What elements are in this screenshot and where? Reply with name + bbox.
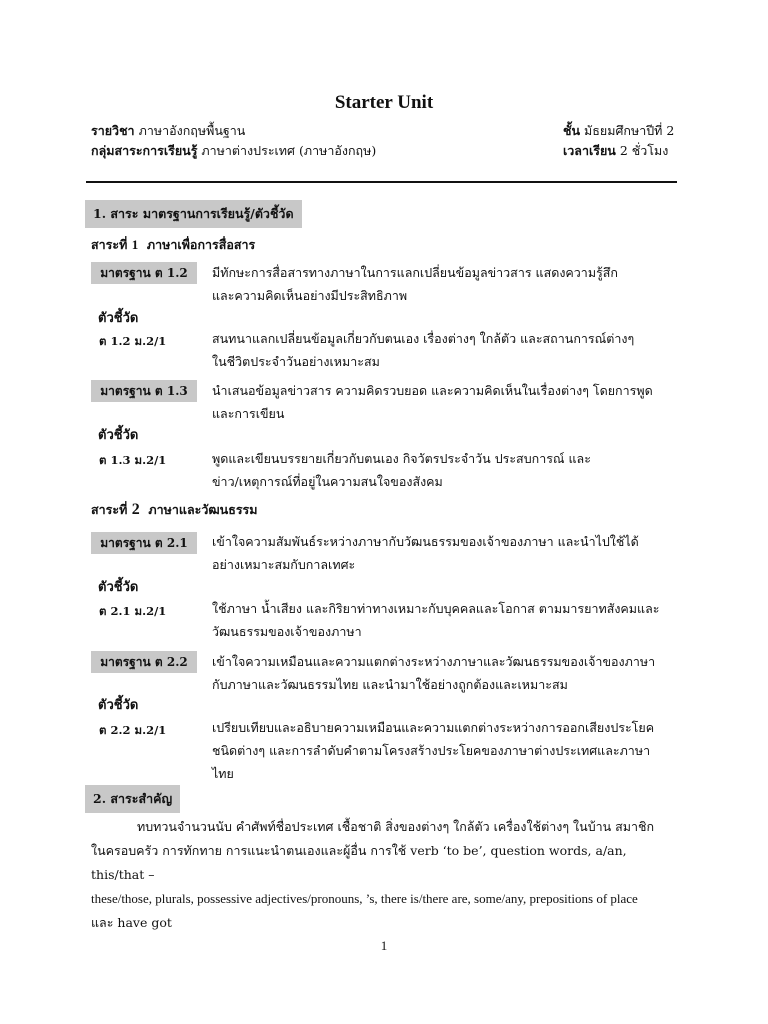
text-line: และการเขียน — [212, 406, 285, 421]
indicator-text — [212, 327, 680, 373]
strand-1-heading — [91, 235, 255, 255]
standard-label: มาตรฐาน ต 2.2 — [91, 651, 197, 673]
subject-value: ภาษาอังกฤษพื้นฐาน — [138, 123, 246, 138]
text-line: สนทนาแลกเปลี่ยนข้อมูลเกี่ยวกับตนเอง เรื่องต่างๆ ใกล้ตัว และสถานการณ์ต่างๆ — [212, 331, 635, 346]
key-concept-paragraph — [91, 815, 681, 935]
indicator-label: ตัวชี้วัด — [98, 698, 139, 713]
paragraph-line: ในครอบครัว การทักทาย การแนะนำตนเองและผู้อื่น การใช้ verb ‘to be’, question words, a/an, this/that – — [91, 843, 627, 882]
standard-label: มาตรฐาน ต 2.1 — [91, 532, 197, 554]
indicator-code: ต 2.2 ม.2/1 — [99, 723, 167, 737]
text-line: เข้าใจความสัมพันธ์ระหว่างภาษากับวัฒนธรรมของเจ้าของภาษา และนำไปใช้ได้ — [212, 534, 639, 549]
indicator-label: ตัวชี้วัด — [98, 311, 139, 326]
time-value: 2 ชั่วโมง — [619, 143, 669, 158]
strand-1-prefix: สาระที่ — [91, 237, 128, 252]
standard-label: มาตรฐาน ต 1.2 — [91, 262, 197, 284]
text-line: ไทย — [212, 766, 234, 781]
strand-2-prefix: สาระที่ — [91, 502, 128, 517]
course-info — [91, 121, 376, 161]
indicator-text — [212, 716, 680, 785]
standard-text — [212, 261, 680, 307]
strand-2-name: ภาษาและวัฒนธรรม — [148, 502, 258, 517]
standard-text — [212, 650, 680, 696]
indicator-text — [212, 447, 680, 493]
page-title: Starter Unit — [334, 92, 434, 113]
text-line: พูดและเขียนบรรยายเกี่ยวกับตนเอง กิจวัตรประจำวัน ประสบการณ์ และ — [212, 451, 591, 466]
indicator-code: ต 1.2 ม.2/1 — [99, 334, 167, 348]
time-label: เวลาเรียน — [563, 143, 616, 158]
header-divider — [86, 181, 677, 183]
text-line: อย่างเหมาะสมกับกาลเทศะ — [212, 557, 356, 572]
standard-text — [212, 530, 680, 576]
strand-1-name: ภาษาเพื่อการสื่อสาร — [146, 237, 256, 252]
standard-label: มาตรฐาน ต 1.3 — [91, 380, 197, 402]
page-number: 1 — [380, 938, 388, 953]
text-line: ข่าว/เหตุการณ์ที่อยู่ในความสนใจของสังคม — [212, 474, 443, 489]
paragraph-line: และ have got — [91, 915, 172, 930]
indicator-text — [212, 597, 680, 643]
subject-label: รายวิชา — [91, 123, 135, 138]
text-line: เปรียบเทียบและอธิบายความเหมือนและความแตกต่างระหว่างการออกเสียงประโยค — [212, 720, 655, 735]
class-info — [563, 121, 674, 161]
indicator-code: ต 2.1 ม.2/1 — [99, 604, 167, 618]
text-line: วัฒนธรรมของเจ้าของภาษา — [212, 624, 362, 639]
text-line: ชนิดต่างๆ และการลำดับคำตามโครงสร้างประโยคของภาษาต่างประเทศและภาษา — [212, 743, 651, 758]
section-2-heading: 2. สาระสำคัญ — [85, 785, 180, 813]
text-line: ในชีวิตประจำวันอย่างเหมาะสม — [212, 354, 380, 369]
text-line: และความคิดเห็นอย่างมีประสิทธิภาพ — [212, 288, 408, 303]
group-label: กลุ่มสาระการเรียนรู้ — [91, 143, 198, 158]
group-value: ภาษาต่างประเทศ (ภาษาอังกฤษ) — [201, 143, 377, 158]
text-line: เข้าใจความเหมือนและความแตกต่างระหว่างภาษาและวัฒนธรรมของเจ้าของภาษา — [212, 654, 656, 669]
paragraph-line: ทบทวนจำนวนนับ คำศัพท์ชื่อประเทศ เชื้อชาติ สิ่งของต่างๆ ใกล้ตัว เครื่องใช้ต่างๆ ในบ้าน สมาชิก — [137, 819, 655, 834]
indicator-label: ตัวชี้วัด — [98, 428, 139, 443]
indicator-code: ต 1.3 ม.2/1 — [99, 453, 167, 467]
section-1-heading: 1. สาระ มาตรฐานการเรียนรู้/ตัวชี้วัด — [85, 200, 302, 228]
grade-label: ชั้น — [563, 123, 581, 138]
strand-2-heading — [91, 500, 258, 520]
indicator-label: ตัวชี้วัด — [98, 580, 139, 595]
paragraph-line: these/those, plurals, possessive adjectives/pronouns, ’s, there is/there are, some/any, prepositions of place — [91, 891, 638, 906]
strand-1-number: 1 — [131, 237, 139, 252]
text-line: ใช้ภาษา น้ำเสียง และกิริยาท่าทางเหมาะกับบุคคลและโอกาส ตามมารยาทสังคมและ — [212, 601, 660, 616]
text-line: นำเสนอข้อมูลข่าวสาร ความคิดรวบยอด และความคิดเห็นในเรื่องต่างๆ โดยการพูด — [212, 383, 653, 398]
strand-2-number: 2 — [131, 501, 140, 518]
grade-value: มัธยมศึกษาปีที่ 2 — [584, 123, 675, 138]
text-line: มีทักษะการสื่อสารทางภาษาในการแลกเปลี่ยนข้อมูลข่าวสาร แสดงความรู้สึก — [212, 265, 618, 280]
standard-text — [212, 379, 680, 425]
text-line: กับภาษาและวัฒนธรรมไทย และนำมาใช้อย่างถูกต้องและเหมาะสม — [212, 677, 568, 692]
